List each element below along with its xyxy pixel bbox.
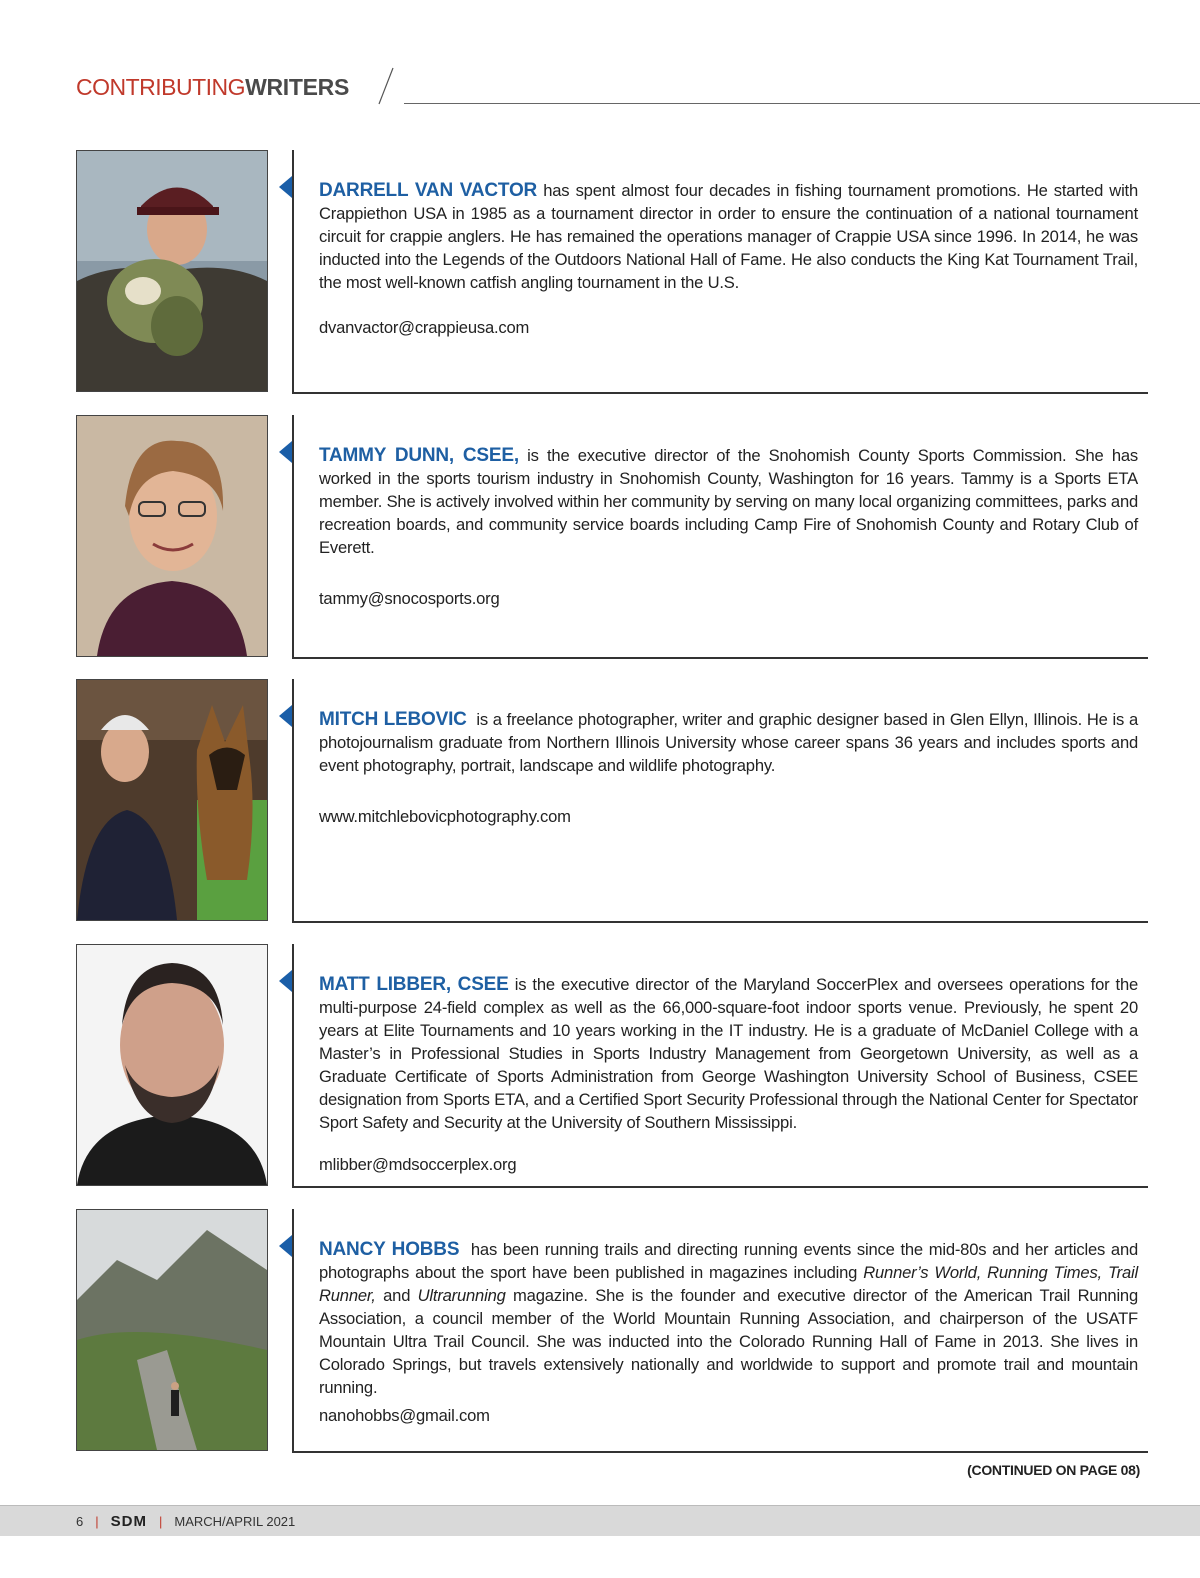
footer-separator: | [158, 1514, 163, 1529]
pointer-arrow-icon [279, 1235, 292, 1257]
writer-bio [319, 1238, 1138, 1399]
section-title-bold: WRITERS [245, 74, 350, 100]
writer-entry-van-vactor [76, 150, 1146, 394]
writer-bio-text: and [375, 1286, 418, 1305]
writer-bio-text: is the executive director of the Snohomish County Sports Commission. She has worked in the sports tourism industry in Snohomish County, Washington for 16 years. Tammy is a Sports ETA member. She is actively involved within her community by serving on many local organizing committees, parks and recreation boards, and community service boards including Camp Fire of Snohomish County and Rotary Club of Everett. [319, 446, 1138, 557]
writer-entry-dunn [76, 415, 1146, 659]
section-title [76, 74, 349, 101]
writer-name: NANCY HOBBS [319, 1239, 460, 1260]
writer-name: MITCH LEBOVIC [319, 709, 467, 730]
issue-date: MARCH/APRIL 2021 [174, 1514, 296, 1529]
writer-bio [319, 708, 1138, 777]
writer-bio [319, 444, 1138, 559]
page-number: 6 [76, 1514, 84, 1529]
writer-bio-box [292, 150, 1148, 394]
writer-bio-text: is the executive director of the Maryland SoccerPlex and oversees operations for the multi-purpose 24-field complex as well as the 66,000-square-foot indoor sports venue. Previously, he spent 20 years at Elite Tournaments and 10 years working in the IT industry. He is a graduate of McDaniel College with a Master’s in Professional Studies in Sports Industry Management from Georgetown University, as well as a Graduate Certificate of Sports Administration from George Washington University School of Business, CSEE designation from Sports ETA, and a Certified Sport Security Professional through the National Center for Spectator Sport Safety and Security at the University of Southern Mississippi. [319, 975, 1138, 1132]
writer-contact[interactable]: tammy@snocosports.org [319, 589, 500, 608]
pointer-arrow-icon [279, 705, 292, 727]
pointer-arrow-icon [279, 970, 292, 992]
writer-name: DARRELL VAN VACTOR [319, 180, 538, 201]
section-title-light: CONTRIBUTING [76, 74, 246, 100]
writer-contact[interactable]: nanohobbs@gmail.com [319, 1406, 490, 1425]
writer-photo-van-vactor [76, 150, 268, 392]
writer-entry-libber [76, 944, 1146, 1188]
writer-entry-hobbs [76, 1209, 1146, 1453]
writer-bio-box [292, 415, 1148, 659]
magazine-logo: SDM [110, 1513, 147, 1530]
header-rule [404, 103, 1200, 104]
page-footer [76, 1513, 295, 1530]
writer-photo-dunn [76, 415, 268, 657]
writer-bio-text: is a freelance photographer, writer and graphic designer based in Glen Ellyn, Illinois. He is a photojournalism graduate from Northern Illinois University whose career spans 36 years and includes sports and event photography, portrait, landscape and wildlife photography. [319, 710, 1138, 775]
writer-bio-text: has been running trails and directing running events since the mid-80s and her articles and photographs about the sport have been published in magazines including [319, 1240, 1138, 1282]
writer-bio-italic: Runner’s World, Running Times, Trail Runner, [319, 1263, 1139, 1305]
pointer-arrow-icon [279, 176, 292, 198]
writer-bio-text: magazine. She is the founder and executive director of the American Trail Running Association, a council member of the World Mountain Running Association, and chairperson of the USATF Mountain Ultra Trail Council. She was inducted into the Colorado Running Hall of Fame in 2013. She lives in Colorado Springs, but travels extensively nationally and worldwide to support and promote trail and mountain running. [319, 1286, 1138, 1397]
header-slash-divider [376, 66, 396, 106]
writer-bio [319, 179, 1138, 294]
pointer-arrow-icon [279, 441, 292, 463]
writer-bio [319, 973, 1138, 1134]
section-header [76, 66, 1146, 106]
writer-entry-lebovic [76, 679, 1146, 923]
writer-photo-libber [76, 944, 268, 1186]
writer-contact[interactable]: www.mitchlebovicphotography.com [319, 807, 571, 826]
writer-bio-text: has spent almost four decades in fishing tournament promotions. He started with Crappiethon USA in 1985 as a tournament director in order to ensure the continuation of a national tournament circuit for crappie anglers. He has remained the operations manager of Crappie USA since 1996. In 2014, he was inducted into the Legends of the Outdoors National Hall of Fame. He also conducts the King Kat Tournament Trail, the most well-known catfish angling tournament in the U.S. [319, 181, 1138, 292]
writer-contact[interactable]: dvanvactor@crappieusa.com [319, 318, 530, 337]
writer-contact[interactable]: mlibber@mdsoccerplex.org [319, 1155, 517, 1174]
continued-note: (CONTINUED ON PAGE 08) [967, 1462, 1140, 1478]
writer-bio-box [292, 679, 1148, 923]
writer-photo-hobbs [76, 1209, 268, 1451]
writer-name: TAMMY DUNN, CSEE, [319, 445, 519, 466]
writer-bio-italic: Ultrarunning [417, 1286, 506, 1305]
writer-name: MATT LIBBER, CSEE [319, 974, 509, 995]
footer-separator: | [95, 1514, 99, 1529]
writer-photo-lebovic [76, 679, 268, 921]
writer-bio-box [292, 1209, 1148, 1453]
writer-bio-box [292, 944, 1148, 1188]
